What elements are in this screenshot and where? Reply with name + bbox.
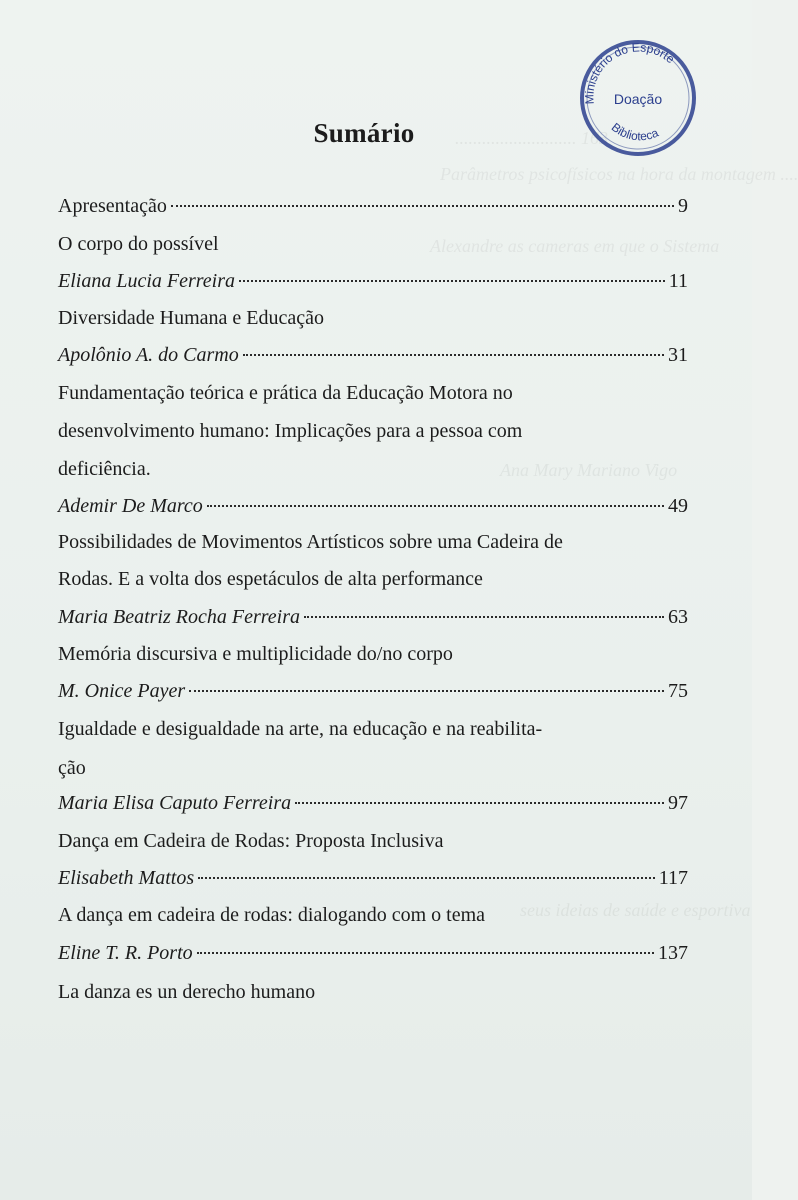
show-through-text: Ana Mary Mariano Vigo: [500, 460, 678, 480]
toc-entry: [58, 604, 688, 630]
toc-entry: [58, 790, 688, 816]
toc-entry: [58, 342, 688, 368]
show-through-text: Parâmetros psicofísicos na hora da montagem ....: [440, 164, 798, 184]
toc-title: deficiência.: [58, 458, 151, 480]
toc-title: Apresentação: [58, 195, 167, 217]
dot-leader: [304, 616, 664, 618]
toc-title: Dança em Cadeira de Rodas: Proposta Inclusiva: [58, 830, 444, 852]
toc-title: Rodas. E a volta dos espetáculos de alta performance: [58, 568, 483, 590]
dot-leader: [207, 505, 664, 507]
toc-title: desenvolvimento humano: Implicações para a pessoa com: [58, 420, 523, 442]
stamp-top-text: Ministério do Esporte: [582, 40, 678, 105]
toc-author: Ademir De Marco: [58, 495, 203, 517]
show-through-text: Alexandre as cameras em que o Sistema: [430, 236, 720, 256]
page-number: 11: [668, 270, 688, 292]
dot-leader: [198, 877, 655, 879]
toc-title: A dança em cadeira de rodas: dialogando com o tema: [58, 904, 486, 926]
toc-entry: [58, 865, 688, 891]
page-number: 117: [658, 867, 688, 889]
dot-leader: [197, 952, 654, 954]
toc-entry: [58, 940, 688, 966]
toc-author: Apolônio A. do Carmo: [58, 344, 239, 366]
page-number: 31: [668, 344, 688, 366]
library-stamp: [578, 38, 698, 158]
show-through-text: seus ideias de saúde e esportiva: [520, 900, 751, 920]
toc-title: La danza es un derecho humano: [58, 981, 316, 1003]
dot-leader: [189, 690, 664, 692]
page-number: 97: [668, 792, 688, 814]
page-number: 137: [658, 942, 688, 964]
toc-title: Possibilidades de Movimentos Artísticos sobre uma Cadeira de: [58, 531, 563, 553]
toc-entry: [58, 493, 688, 519]
dot-leader: [295, 802, 664, 804]
toc-entry: [58, 193, 688, 219]
toc-title: Fundamentação teórica e prática da Educação Motora no: [58, 382, 513, 404]
stamp-center-text: Doação: [613, 91, 663, 107]
toc-author: Eliana Lucia Ferreira: [58, 270, 236, 292]
page-title: Sumário: [313, 118, 415, 148]
toc-author: Elisabeth Mattos: [58, 867, 195, 889]
toc-author: Eline T. R. Porto: [58, 942, 193, 964]
dot-leader: [239, 280, 665, 282]
toc-title: Diversidade Humana e Educação: [58, 307, 324, 329]
dot-leader: [171, 205, 674, 207]
toc-entry: [58, 678, 688, 704]
stamp-bottom-text: Biblioteca: [608, 120, 661, 144]
page-number: 63: [668, 606, 688, 628]
page-number: 49: [668, 495, 688, 517]
toc-title: Memória discursiva e multiplicidade do/no corpo: [58, 643, 453, 665]
toc-title: ção: [58, 757, 86, 779]
toc-entry: [58, 268, 688, 294]
toc-author: Maria Elisa Caputo Ferreira: [58, 792, 292, 814]
dot-leader: [243, 354, 664, 356]
toc-title: Igualdade e desigualdade na arte, na educação e na reabilita-: [58, 718, 543, 740]
toc-title: O corpo do possível: [58, 233, 219, 255]
page-number: 75: [668, 680, 688, 702]
toc-author: M. Onice Payer: [58, 680, 186, 702]
toc-author: Maria Beatriz Rocha Ferreira: [58, 606, 301, 628]
show-through-text: ........................... 163: [455, 128, 608, 148]
page-number: 9: [678, 195, 688, 217]
